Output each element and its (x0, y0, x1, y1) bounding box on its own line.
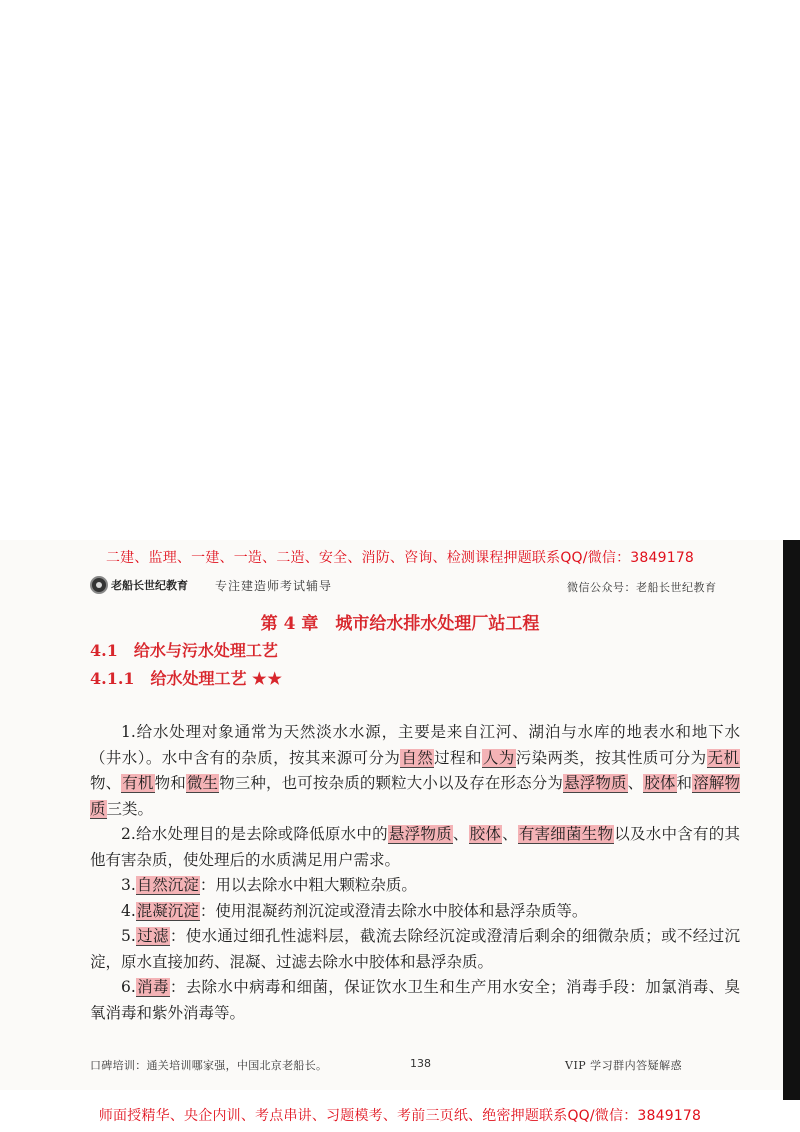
chapter-title: 第 4 章 城市给水排水处理厂站工程 (260, 614, 540, 634)
importance-stars: ★★ (252, 669, 283, 688)
text: 物和 (154, 774, 186, 792)
footer-vip: VIP 学习群内答疑解惑 (565, 1059, 683, 1072)
section-heading-4-1: 4.1 给水与污水处理工艺 (90, 641, 278, 660)
text: ：使用混凝药剂沉淀或澄清去除水中胶体和悬浮杂质等。 (199, 901, 588, 920)
highlight: 自然沉淀 (136, 876, 199, 894)
header-slogan: 专注建造师考试辅导 (215, 579, 333, 593)
highlight: 混凝沉淀 (136, 901, 199, 920)
section-heading-4-1-1-text: 4.1.1 给水处理工艺 (90, 669, 247, 688)
paragraph-6 (90, 975, 740, 1026)
text: 2.给水处理目的是去除或降低原水中的 (121, 825, 388, 843)
highlight: 有害细菌生物 (518, 825, 614, 843)
text: ：使水通过细孔性滤料层，截流去除经沉淀或澄清后剩余的细微杂质；或不经过沉淀，原水直接加药、混凝、过滤去除水中胶体和悬浮杂质。 (90, 927, 740, 971)
paragraph-2 (90, 822, 740, 873)
text: 三类。 (106, 799, 154, 818)
text: 6. (121, 978, 136, 996)
highlight: 有机 (122, 774, 154, 792)
text: ：用以去除水中粗大颗粒杂质。 (199, 876, 417, 894)
footer-slogan: 口碑培训：通关培训哪家强，中国北京老船长。 (90, 1059, 328, 1072)
paragraph-4 (90, 899, 740, 925)
section-heading-4-1-1 (90, 666, 283, 689)
page-number: 138 (410, 1057, 431, 1070)
highlight: 微生 (186, 774, 219, 792)
logo-icon (90, 576, 108, 594)
text: 、 (452, 825, 469, 843)
highlight: 胶体 (469, 825, 502, 843)
highlight: 人为 (482, 748, 515, 767)
text: 3. (121, 876, 136, 894)
text: 4. (121, 901, 136, 920)
highlight: 过滤 (136, 927, 169, 945)
text: 物三种，也可按杂质的颗粒大小以及存在形态分为 (219, 774, 564, 792)
bottom-banner: 师面授精华、央企内训、考点串讲、习题模考、考前三页纸、绝密押题联系QQ/微信：3849178 (98, 1108, 702, 1124)
page-footer (0, 1057, 790, 1075)
paragraph-5 (90, 924, 740, 975)
text: 和 (676, 774, 693, 792)
text: 1.给水处理对象通常为天然淡水水源，主要是来自江河、湖泊与水库的地表水和地下水（井水）。水中含有的杂质，按其来源可分为 (90, 723, 740, 767)
text: ：去除水中病毒和细菌，保证饮水卫生和生产用水安全；消毒手段：加氯消毒、臭氧消毒和紫外消毒等。 (90, 978, 740, 1022)
text: 5. (121, 927, 136, 945)
page-header (0, 574, 790, 596)
highlight: 胶体 (644, 774, 676, 792)
highlight: 悬浮物质 (388, 825, 452, 843)
text: 、 (627, 774, 644, 792)
text: 物、 (90, 774, 122, 792)
body-text (90, 720, 740, 1026)
text: 过程和 (434, 748, 482, 767)
text: 以及水中含有的其他有害杂质，使处理后的水质满足用户需求。 (90, 825, 740, 869)
text: 污染两类，按其性质可分为 (515, 748, 707, 767)
highlight: 无机 (707, 748, 739, 767)
text: 、 (502, 825, 518, 843)
highlight: 溶解物质 (90, 774, 740, 818)
logo (90, 576, 188, 594)
logo-text: 老船长世纪教育 (111, 579, 188, 592)
top-banner: 二建、监理、一建、一造、二造、安全、消防、咨询、检测课程押题联系QQ/微信：3849178 (105, 550, 695, 566)
paragraph-3 (90, 873, 740, 899)
paragraph-1 (90, 720, 740, 822)
highlight: 悬浮物质 (564, 774, 627, 792)
header-wechat: 微信公众号：老船长世纪教育 (567, 581, 717, 594)
highlight: 自然 (401, 748, 434, 767)
highlight: 消毒 (136, 978, 169, 996)
